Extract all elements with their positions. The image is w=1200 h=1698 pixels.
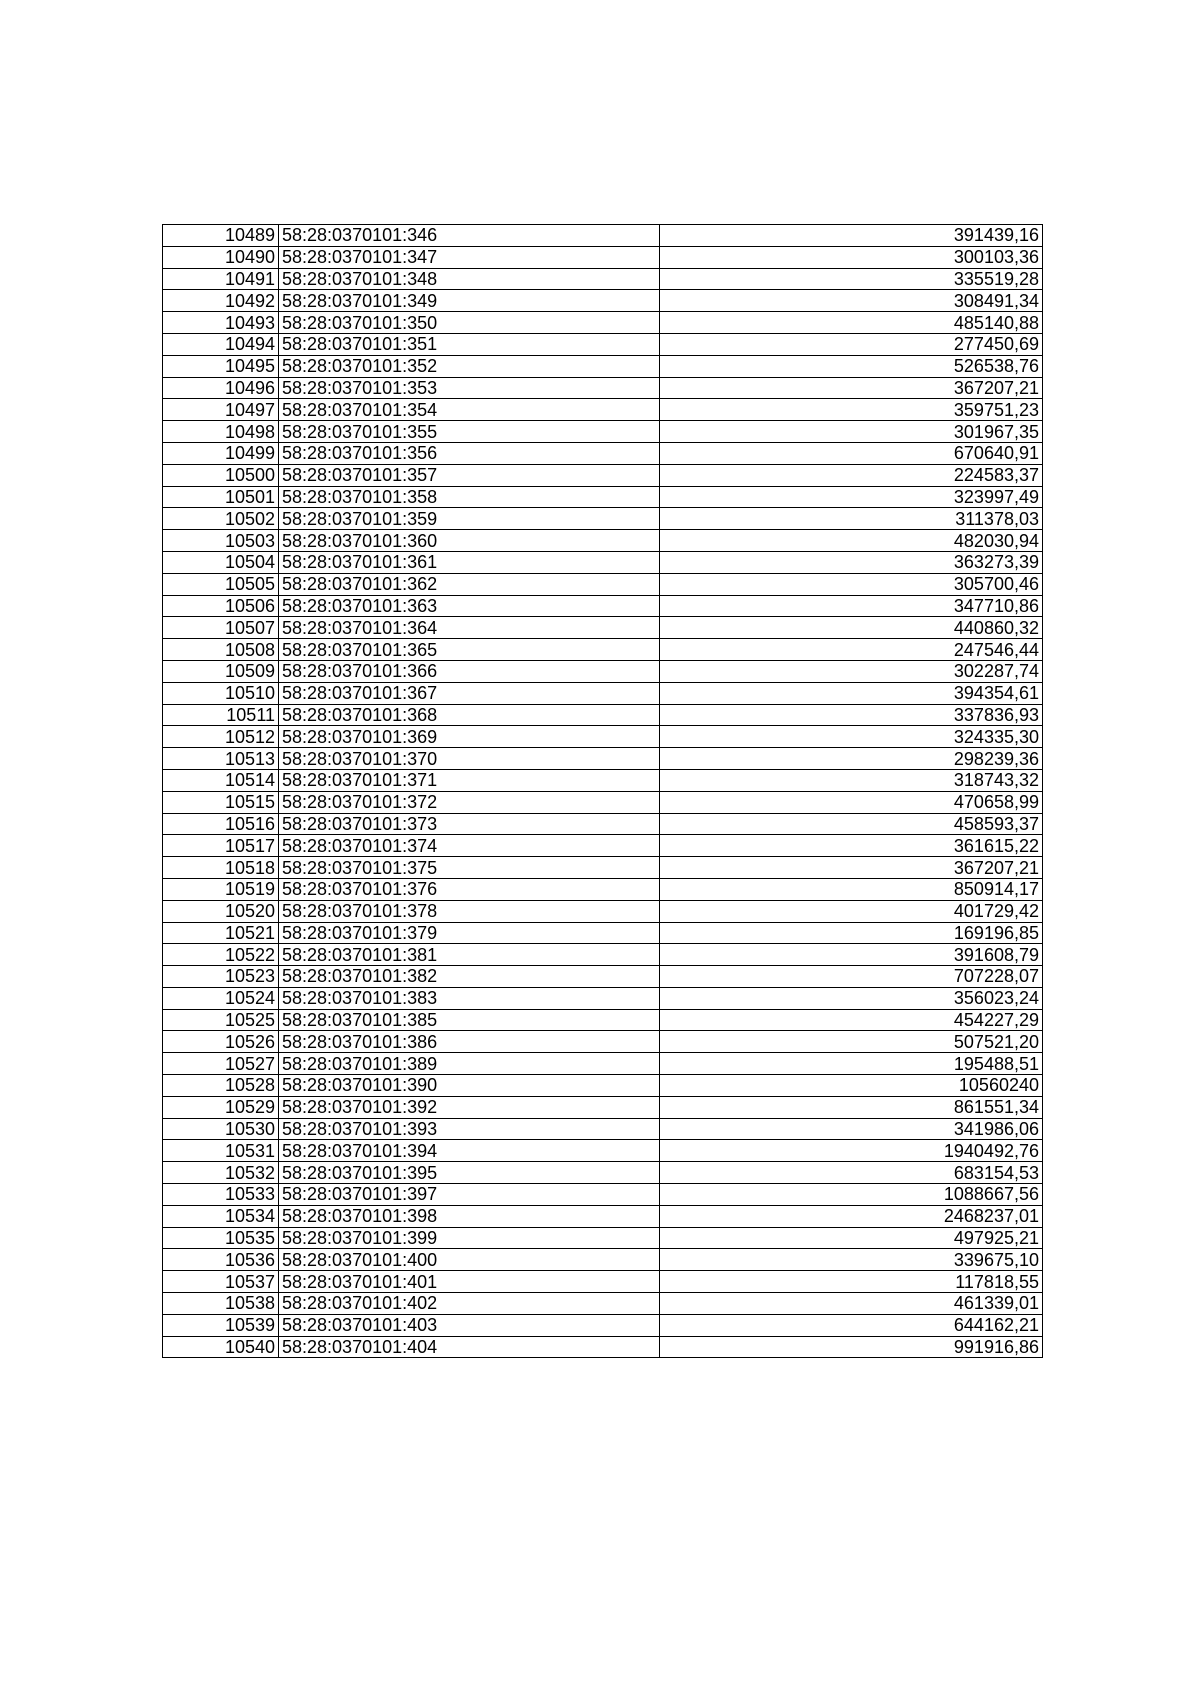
value-cell: 391608,79 [660, 944, 1043, 966]
value-cell: 195488,51 [660, 1053, 1043, 1075]
row-number-cell: 10499 [163, 442, 279, 464]
table-row [163, 1162, 1043, 1184]
row-number-cell: 10516 [163, 813, 279, 835]
table-row [163, 1009, 1043, 1031]
table-row [163, 1271, 1043, 1293]
row-number-cell: 10513 [163, 748, 279, 770]
table-row [163, 922, 1043, 944]
table-row [163, 442, 1043, 464]
row-number-cell: 10498 [163, 421, 279, 443]
table-row [163, 486, 1043, 508]
value-cell: 391439,16 [660, 225, 1043, 247]
table-row [163, 573, 1043, 595]
value-cell: 367207,21 [660, 377, 1043, 399]
table-row [163, 1336, 1043, 1358]
value-cell: 359751,23 [660, 399, 1043, 421]
value-cell: 526538,76 [660, 355, 1043, 377]
table-row [163, 857, 1043, 879]
value-cell: 850914,17 [660, 878, 1043, 900]
table-row [163, 1205, 1043, 1227]
cadastral-number-cell: 58:28:0370101:395 [279, 1162, 660, 1184]
cadastral-number-cell: 58:28:0370101:366 [279, 660, 660, 682]
cadastral-number-cell: 58:28:0370101:390 [279, 1075, 660, 1097]
table-row [163, 1075, 1043, 1097]
row-number-cell: 10533 [163, 1184, 279, 1206]
row-number-cell: 10519 [163, 878, 279, 900]
table-row [163, 1314, 1043, 1336]
table-row [163, 464, 1043, 486]
row-number-cell: 10534 [163, 1205, 279, 1227]
row-number-cell: 10503 [163, 530, 279, 552]
row-number-cell: 10535 [163, 1227, 279, 1249]
table-row [163, 704, 1043, 726]
value-cell: 356023,24 [660, 987, 1043, 1009]
row-number-cell: 10527 [163, 1053, 279, 1075]
row-number-cell: 10528 [163, 1075, 279, 1097]
table-row [163, 290, 1043, 312]
value-cell: 461339,01 [660, 1293, 1043, 1315]
row-number-cell: 10524 [163, 987, 279, 1009]
value-cell: 169196,85 [660, 922, 1043, 944]
table-row [163, 682, 1043, 704]
cadastral-number-cell: 58:28:0370101:404 [279, 1336, 660, 1358]
table-row [163, 333, 1043, 355]
table-row [163, 660, 1043, 682]
value-cell: 497925,21 [660, 1227, 1043, 1249]
cadastral-number-cell: 58:28:0370101:354 [279, 399, 660, 421]
cadastral-number-cell: 58:28:0370101:378 [279, 900, 660, 922]
row-number-cell: 10538 [163, 1293, 279, 1315]
table-row [163, 1293, 1043, 1315]
value-cell: 247546,44 [660, 639, 1043, 661]
table-row [163, 813, 1043, 835]
cadastral-number-cell: 58:28:0370101:358 [279, 486, 660, 508]
cadastral-number-cell: 58:28:0370101:389 [279, 1053, 660, 1075]
cadastral-number-cell: 58:28:0370101:357 [279, 464, 660, 486]
cadastral-number-cell: 58:28:0370101:360 [279, 530, 660, 552]
cadastral-number-cell: 58:28:0370101:361 [279, 551, 660, 573]
value-cell: 2468237,01 [660, 1205, 1043, 1227]
table-row [163, 551, 1043, 573]
cadastral-number-cell: 58:28:0370101:346 [279, 225, 660, 247]
cadastral-number-cell: 58:28:0370101:398 [279, 1205, 660, 1227]
row-number-cell: 10505 [163, 573, 279, 595]
row-number-cell: 10530 [163, 1118, 279, 1140]
row-number-cell: 10525 [163, 1009, 279, 1031]
row-number-cell: 10531 [163, 1140, 279, 1162]
row-number-cell: 10492 [163, 290, 279, 312]
value-cell: 300103,36 [660, 246, 1043, 268]
table-row [163, 1140, 1043, 1162]
table-row [163, 508, 1043, 530]
cadastral-number-cell: 58:28:0370101:372 [279, 791, 660, 813]
row-number-cell: 10532 [163, 1162, 279, 1184]
value-cell: 363273,39 [660, 551, 1043, 573]
cadastral-number-cell: 58:28:0370101:393 [279, 1118, 660, 1140]
value-cell: 311378,03 [660, 508, 1043, 530]
cadastral-value-table [162, 224, 1043, 1358]
row-number-cell: 10508 [163, 639, 279, 661]
row-number-cell: 10502 [163, 508, 279, 530]
table-row [163, 595, 1043, 617]
value-cell: 117818,55 [660, 1271, 1043, 1293]
cadastral-number-cell: 58:28:0370101:359 [279, 508, 660, 530]
cadastral-number-cell: 58:28:0370101:347 [279, 246, 660, 268]
row-number-cell: 10540 [163, 1336, 279, 1358]
row-number-cell: 10529 [163, 1096, 279, 1118]
value-cell: 1940492,76 [660, 1140, 1043, 1162]
table-row [163, 791, 1043, 813]
cadastral-number-cell: 58:28:0370101:376 [279, 878, 660, 900]
row-number-cell: 10490 [163, 246, 279, 268]
value-cell: 644162,21 [660, 1314, 1043, 1336]
row-number-cell: 10507 [163, 617, 279, 639]
cadastral-number-cell: 58:28:0370101:392 [279, 1096, 660, 1118]
row-number-cell: 10493 [163, 312, 279, 334]
row-number-cell: 10510 [163, 682, 279, 704]
cadastral-number-cell: 58:28:0370101:402 [279, 1293, 660, 1315]
row-number-cell: 10494 [163, 333, 279, 355]
value-cell: 470658,99 [660, 791, 1043, 813]
cadastral-number-cell: 58:28:0370101:382 [279, 966, 660, 988]
value-cell: 224583,37 [660, 464, 1043, 486]
cadastral-number-cell: 58:28:0370101:399 [279, 1227, 660, 1249]
value-cell: 335519,28 [660, 268, 1043, 290]
row-number-cell: 10497 [163, 399, 279, 421]
value-cell: 670640,91 [660, 442, 1043, 464]
cadastral-number-cell: 58:28:0370101:385 [279, 1009, 660, 1031]
row-number-cell: 10526 [163, 1031, 279, 1053]
value-cell: 298239,36 [660, 748, 1043, 770]
value-cell: 339675,10 [660, 1249, 1043, 1271]
cadastral-number-cell: 58:28:0370101:363 [279, 595, 660, 617]
row-number-cell: 10496 [163, 377, 279, 399]
table-row [163, 399, 1043, 421]
cadastral-number-cell: 58:28:0370101:369 [279, 726, 660, 748]
row-number-cell: 10512 [163, 726, 279, 748]
cadastral-number-cell: 58:28:0370101:368 [279, 704, 660, 726]
table-row [163, 225, 1043, 247]
row-number-cell: 10491 [163, 268, 279, 290]
table-row [163, 377, 1043, 399]
cadastral-number-cell: 58:28:0370101:352 [279, 355, 660, 377]
cadastral-number-cell: 58:28:0370101:365 [279, 639, 660, 661]
row-number-cell: 10504 [163, 551, 279, 573]
value-cell: 277450,69 [660, 333, 1043, 355]
value-cell: 454227,29 [660, 1009, 1043, 1031]
cadastral-number-cell: 58:28:0370101:397 [279, 1184, 660, 1206]
cadastral-number-cell: 58:28:0370101:394 [279, 1140, 660, 1162]
row-number-cell: 10518 [163, 857, 279, 879]
value-cell: 367207,21 [660, 857, 1043, 879]
cadastral-number-cell: 58:28:0370101:371 [279, 769, 660, 791]
value-cell: 323997,49 [660, 486, 1043, 508]
value-cell: 318743,32 [660, 769, 1043, 791]
cadastral-number-cell: 58:28:0370101:381 [279, 944, 660, 966]
table-row [163, 878, 1043, 900]
row-number-cell: 10522 [163, 944, 279, 966]
row-number-cell: 10514 [163, 769, 279, 791]
row-number-cell: 10537 [163, 1271, 279, 1293]
row-number-cell: 10515 [163, 791, 279, 813]
cadastral-number-cell: 58:28:0370101:403 [279, 1314, 660, 1336]
cadastral-number-cell: 58:28:0370101:374 [279, 835, 660, 857]
value-cell: 485140,88 [660, 312, 1043, 334]
value-cell: 301967,35 [660, 421, 1043, 443]
cadastral-number-cell: 58:28:0370101:370 [279, 748, 660, 770]
cadastral-number-cell: 58:28:0370101:383 [279, 987, 660, 1009]
table-row [163, 966, 1043, 988]
table-row [163, 617, 1043, 639]
cadastral-number-cell: 58:28:0370101:364 [279, 617, 660, 639]
value-cell: 1088667,56 [660, 1184, 1043, 1206]
row-number-cell: 10511 [163, 704, 279, 726]
table-row [163, 1118, 1043, 1140]
table-row [163, 769, 1043, 791]
value-cell: 10560240 [660, 1075, 1043, 1097]
cadastral-number-cell: 58:28:0370101:367 [279, 682, 660, 704]
table-row [163, 835, 1043, 857]
value-cell: 482030,94 [660, 530, 1043, 552]
cadastral-number-cell: 58:28:0370101:351 [279, 333, 660, 355]
value-cell: 324335,30 [660, 726, 1043, 748]
value-cell: 683154,53 [660, 1162, 1043, 1184]
value-cell: 394354,61 [660, 682, 1043, 704]
table-row [163, 530, 1043, 552]
cadastral-number-cell: 58:28:0370101:355 [279, 421, 660, 443]
table-row [163, 312, 1043, 334]
row-number-cell: 10517 [163, 835, 279, 857]
table-row [163, 1053, 1043, 1075]
row-number-cell: 10509 [163, 660, 279, 682]
table-row [163, 1249, 1043, 1271]
table-row [163, 987, 1043, 1009]
row-number-cell: 10495 [163, 355, 279, 377]
cadastral-number-cell: 58:28:0370101:350 [279, 312, 660, 334]
value-cell: 302287,74 [660, 660, 1043, 682]
cadastral-number-cell: 58:28:0370101:349 [279, 290, 660, 312]
value-cell: 308491,34 [660, 290, 1043, 312]
cadastral-number-cell: 58:28:0370101:356 [279, 442, 660, 464]
value-cell: 991916,86 [660, 1336, 1043, 1358]
cadastral-number-cell: 58:28:0370101:348 [279, 268, 660, 290]
table-row [163, 355, 1043, 377]
table-row [163, 268, 1043, 290]
table-row [163, 1031, 1043, 1053]
value-cell: 707228,07 [660, 966, 1043, 988]
value-cell: 458593,37 [660, 813, 1043, 835]
row-number-cell: 10521 [163, 922, 279, 944]
value-cell: 305700,46 [660, 573, 1043, 595]
value-cell: 347710,86 [660, 595, 1043, 617]
cadastral-number-cell: 58:28:0370101:375 [279, 857, 660, 879]
value-cell: 361615,22 [660, 835, 1043, 857]
table-row [163, 246, 1043, 268]
value-cell: 440860,32 [660, 617, 1043, 639]
table-row [163, 1227, 1043, 1249]
row-number-cell: 10523 [163, 966, 279, 988]
row-number-cell: 10489 [163, 225, 279, 247]
cadastral-number-cell: 58:28:0370101:400 [279, 1249, 660, 1271]
value-cell: 337836,93 [660, 704, 1043, 726]
cadastral-number-cell: 58:28:0370101:373 [279, 813, 660, 835]
table-row [163, 421, 1043, 443]
value-cell: 861551,34 [660, 1096, 1043, 1118]
cadastral-number-cell: 58:28:0370101:362 [279, 573, 660, 595]
cadastral-number-cell: 58:28:0370101:401 [279, 1271, 660, 1293]
value-cell: 401729,42 [660, 900, 1043, 922]
row-number-cell: 10501 [163, 486, 279, 508]
row-number-cell: 10539 [163, 1314, 279, 1336]
table-row [163, 944, 1043, 966]
row-number-cell: 10520 [163, 900, 279, 922]
cadastral-number-cell: 58:28:0370101:386 [279, 1031, 660, 1053]
row-number-cell: 10536 [163, 1249, 279, 1271]
cadastral-number-cell: 58:28:0370101:379 [279, 922, 660, 944]
table-row [163, 1184, 1043, 1206]
row-number-cell: 10500 [163, 464, 279, 486]
table-row [163, 726, 1043, 748]
table-body [163, 225, 1043, 1358]
value-cell: 341986,06 [660, 1118, 1043, 1140]
table-row [163, 1096, 1043, 1118]
table-row [163, 900, 1043, 922]
row-number-cell: 10506 [163, 595, 279, 617]
table-row [163, 639, 1043, 661]
table-row [163, 748, 1043, 770]
cadastral-number-cell: 58:28:0370101:353 [279, 377, 660, 399]
value-cell: 507521,20 [660, 1031, 1043, 1053]
